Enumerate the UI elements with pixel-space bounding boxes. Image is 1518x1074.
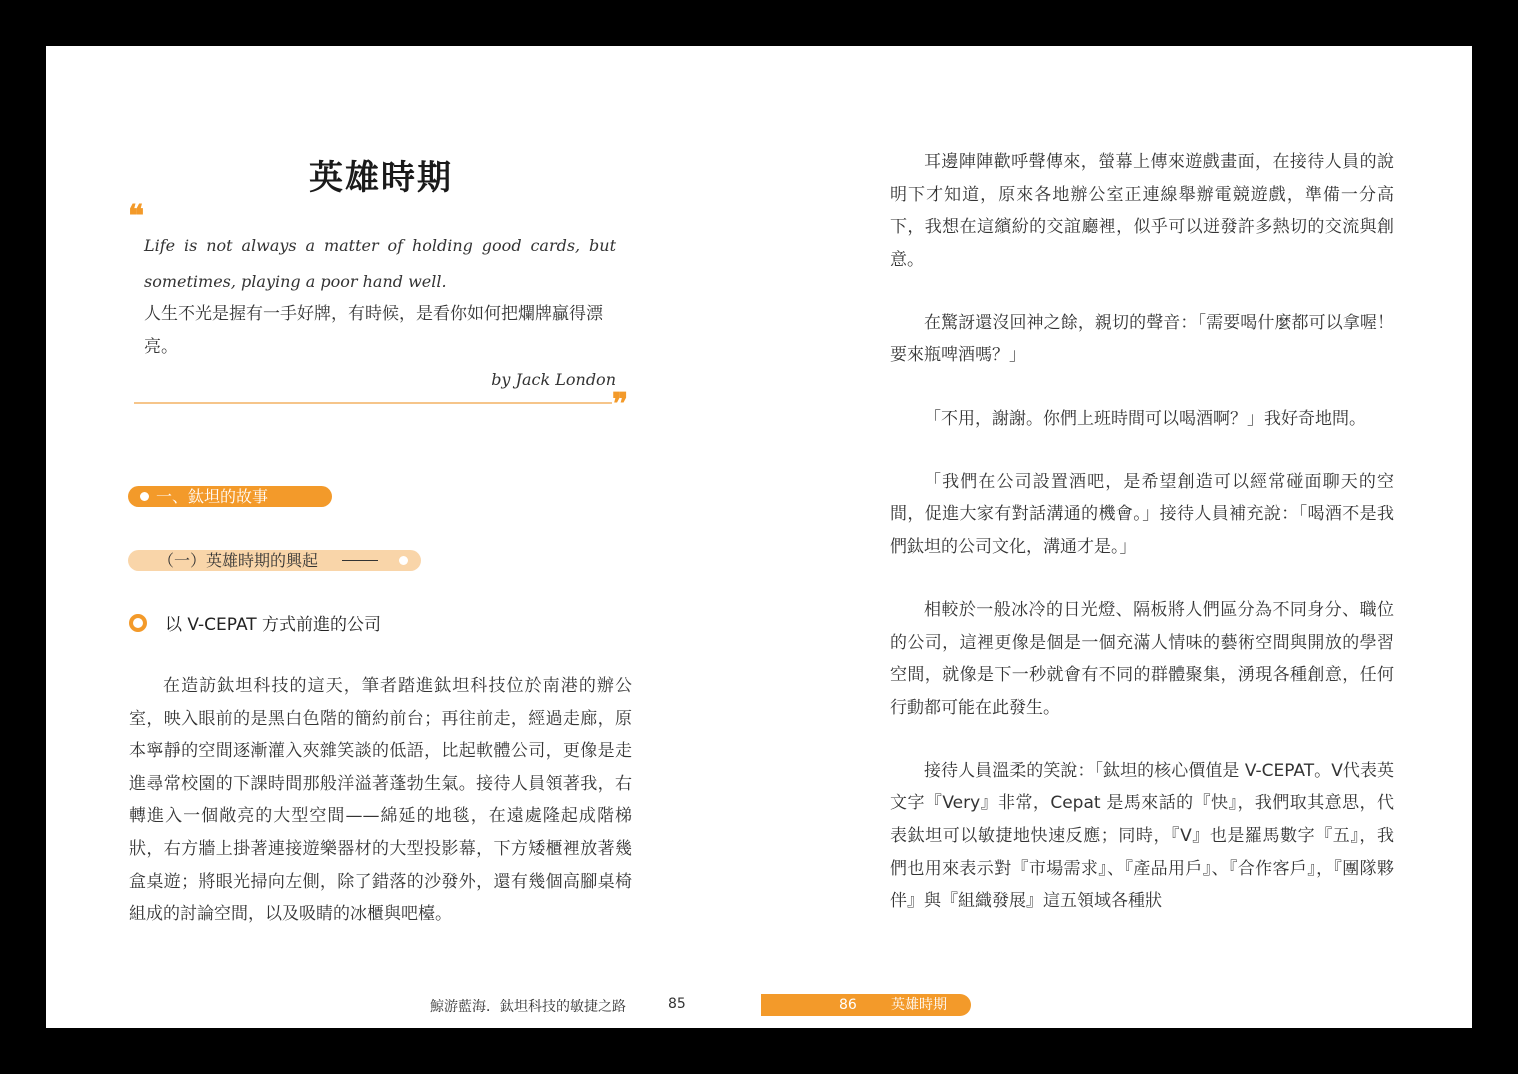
body-paragraph: 在造訪鈦坦科技的這天，筆者踏進鈦坦科技位於南港的辦公室，映入眼前的是黑白色階的簡約前台；再往前走，經過走廊，原本寧靜的空間逐漸灌入夾雜笑談的低語，比起軟體公司，更像是走進尋常校園的下課時間那般洋溢著蓬勃生氣。接待人員領著我，右轉進入一個敞亮的大型空間——綿延的地毯，在遠處隆起成階梯狀，右方牆上掛著連接遊樂器材的大型投影幕，下方矮櫃裡放著幾盒桌遊；將眼光掃向左側，除了錯落的沙發外，還有幾個高腳桌椅組成的討論空間，以及吸睛的冰櫃與吧檯。	[129, 676, 632, 925]
page-number-left: 85	[668, 996, 686, 1012]
bullet-dot-icon	[399, 556, 408, 565]
right-page-body	[890, 146, 1394, 948]
body-paragraph: 接待人員溫柔的笑說：「鈦坦的核心價值是 V-CEPAT。V代表英文字『Very』非常，Cepat 是馬來話的『快』，我們取其意思，代表鈦坦可以敏捷地快速反應；同時，『V』也是羅馬數字『五』，我們也用來表示對『市場需求』、『產品用戶』、『合作客戶』，『團隊夥伴』與『組織發展』這五領域各種狀	[890, 760, 1394, 912]
book-spread	[46, 46, 1472, 1028]
quote-author: by Jack London	[491, 370, 616, 389]
footer-chapter-title: 英雄時期	[891, 997, 947, 1013]
body-paragraph: 相較於一般冰冷的日光燈、隔板將人們區分為不同身分、職位的公司，這裡更像是個是一個充滿人情味的藝術空間與開放的學習空間，就像是下一秒就會有不同的群體聚集，湧現各種創意，任何行動都可能在此發生。	[890, 599, 1394, 718]
footer-book-title: 鯨游藍海．鈦坦科技的敏捷之路	[430, 999, 626, 1015]
footer-chapter-bar	[761, 994, 971, 1016]
body-paragraph: 「我們在公司設置酒吧，是希望創造可以經常碰面聊天的空間，促進大家有對話溝通的機會。」接待人員補充說：「喝酒不是我們鈦坦的公司文化，溝通才是。」	[890, 471, 1394, 557]
close-quote-icon: ❞	[612, 387, 629, 422]
body-paragraph: 耳邊陣陣歡呼聲傳來，螢幕上傳來遊戲畫面，在接待人員的說明下才知道，原來各地辦公室正連線舉辦電競遊戲，準備一分高下，我想在這繽紛的交誼廳裡，似乎可以迸發許多熱切的交流與創意。	[890, 152, 1394, 270]
ring-bullet-icon	[129, 614, 147, 632]
body-paragraph: 在驚訝還沒回神之餘，親切的聲音：「需要喝什麼都可以拿喔！要來瓶啤酒嗎？」	[890, 312, 1394, 366]
point-heading: 以 V-CEPAT 方式前進的公司	[165, 615, 382, 635]
subsection-heading	[128, 550, 421, 571]
subsection-dash	[342, 560, 378, 561]
section-heading-label: 一、鈦坦的故事	[156, 487, 269, 506]
quote-chinese: 人生不光是握有一手好牌，有時候，是看你如何把爛牌贏得漂亮。	[144, 304, 603, 357]
page-number-right: 86	[839, 997, 857, 1013]
bullet-dot-icon	[140, 492, 149, 501]
quote-divider	[134, 402, 612, 404]
subsection-heading-label: （一）英雄時期的興起	[158, 551, 319, 570]
quote-english: Life is not always a matter of holding good cards, but sometimes, playing a poor hand well.	[144, 236, 616, 291]
body-paragraph: 「不用，謝謝。你們上班時間可以喝酒啊？」我好奇地問。	[924, 408, 1366, 429]
section-heading	[128, 486, 332, 507]
open-quote-icon: ❝	[128, 199, 145, 234]
chapter-title: 英雄時期	[309, 158, 453, 198]
